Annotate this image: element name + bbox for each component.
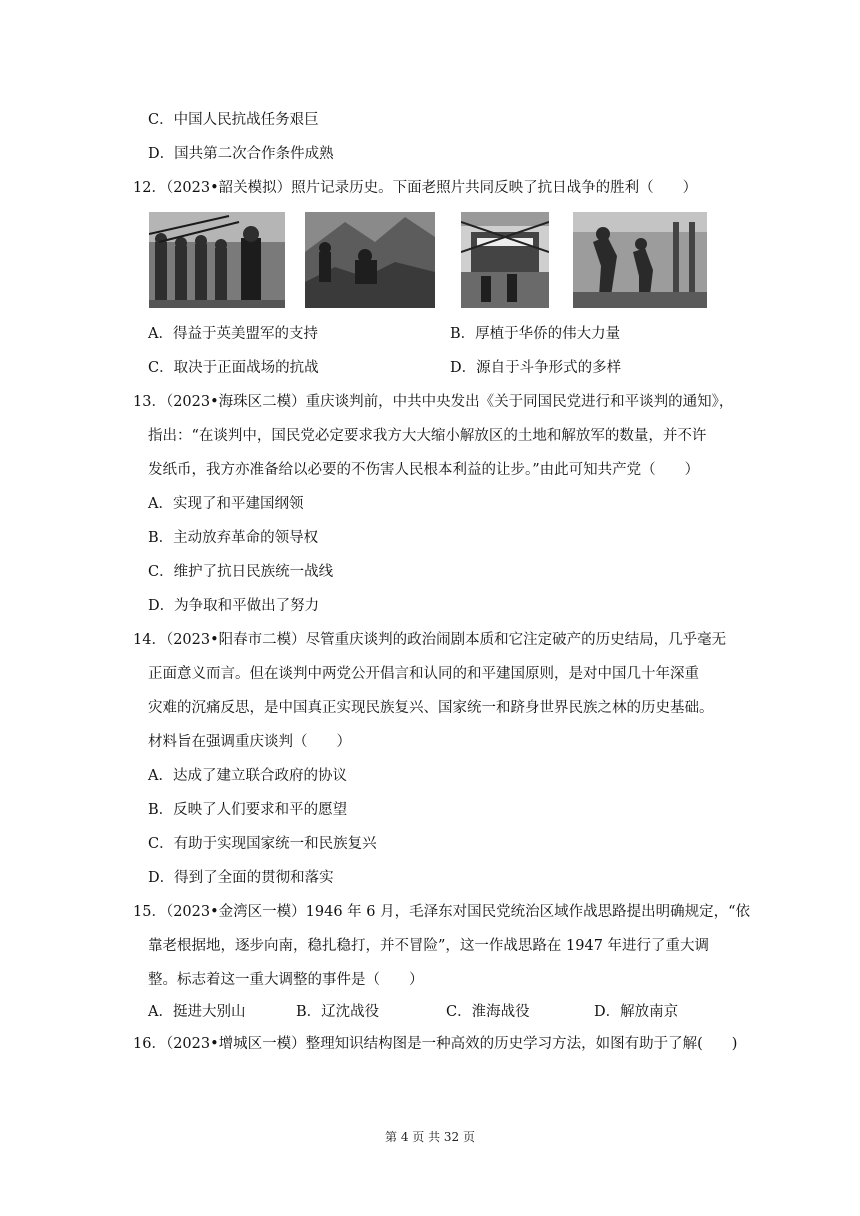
- q16-stem: 16．（2023•增城区一模）整理知识结构图是一种高效的历史学习方法，如图有助于了解( ): [133, 1036, 738, 1052]
- q14-stem-line3: 灾难的沉痛反思，是中国真正实现民族复兴、国家统一和跻身世界民族之林的历史基础。: [148, 700, 714, 716]
- q14-option-d[interactable]: D．得到了全面的贯彻和落实: [148, 870, 334, 886]
- q14-option-b[interactable]: B．反映了人们要求和平的愿望: [148, 802, 348, 818]
- q12-option-b[interactable]: B．厚植于华侨的伟大力量: [450, 326, 621, 342]
- q14-option-c[interactable]: C．有助于实现国家统一和民族复兴: [148, 836, 377, 852]
- q14-stem-line2: 正面意义而言。但在谈判中两党公开倡言和认同的和平建国原则，是对中国几十年深重: [148, 666, 699, 682]
- q14-stem-line4: 材料旨在强调重庆谈判（ ）: [148, 734, 351, 750]
- q12-stem: 12．（2023•韶关模拟）照片记录历史。下面老照片共同反映了抗日战争的胜利（ ）: [133, 180, 698, 196]
- q11-option-c[interactable]: C．中国人民抗战任务艰巨: [148, 112, 319, 128]
- q11-option-d[interactable]: D．国共第二次合作条件成熟: [148, 146, 334, 162]
- q15-stem-line1: 15．（2023•金湾区一模）1946 年 6 月，毛泽东对国民党统治区域作战思路提出明确规定，“依: [133, 904, 751, 920]
- photo-soldiers-charging: [573, 212, 707, 308]
- q13-stem-line3: 发纸币，我方亦准备给以必要的不伤害人民根本利益的让步。”由此可知共产党（ ）: [148, 462, 700, 478]
- q13-stem-line1: 13．（2023•海珠区二模）重庆谈判前，中共中央发出《关于同国民党进行和平谈判的通知》，: [133, 394, 734, 410]
- photo-mountain-soldiers: [305, 212, 435, 308]
- photo-soldiers-marching: [149, 212, 285, 308]
- photo-ship-deck: [461, 212, 549, 308]
- q14-stem-line1: 14．（2023•阳春市二模）尽管重庆谈判的政治闹剧本质和它注定破产的历史结局，几乎毫无: [133, 632, 727, 648]
- q13-option-a[interactable]: A．实现了和平建国纲领: [148, 496, 304, 512]
- q14-option-a[interactable]: A．达成了建立联合政府的协议: [148, 768, 347, 784]
- q15-option-d[interactable]: D．解放南京: [594, 1004, 679, 1020]
- q15-option-b[interactable]: B．辽沈战役: [296, 1004, 380, 1020]
- q12-option-c[interactable]: C．取决于正面战场的抗战: [148, 360, 319, 376]
- q13-option-b[interactable]: B．主动放弃革命的领导权: [148, 530, 319, 546]
- q13-stem-line2: 指出：“在谈判中，国民党必定要求我方大大缩小解放区的土地和解放军的数量，并不许: [148, 428, 707, 444]
- q15-option-a[interactable]: A．挺进大别山: [148, 1004, 246, 1020]
- q12-option-a[interactable]: A．得益于英美盟军的支持: [148, 326, 318, 342]
- q15-stem-line3: 整。标志着这一重大调整的事件是（ ）: [148, 972, 424, 988]
- page-footer: 第 4 页 共 32 页: [385, 1130, 475, 1144]
- q15-stem-line2: 靠老根据地，逐步向南，稳扎稳打，并不冒险”，这一作战思路在 1947 年进行了重大调: [148, 938, 710, 954]
- q12-option-d[interactable]: D．源自于斗争形式的多样: [450, 360, 622, 376]
- q13-option-c[interactable]: C．维护了抗日民族统一战线: [148, 564, 334, 580]
- q13-option-d[interactable]: D．为争取和平做出了努力: [148, 598, 320, 614]
- q15-option-c[interactable]: C．淮海战役: [446, 1004, 530, 1020]
